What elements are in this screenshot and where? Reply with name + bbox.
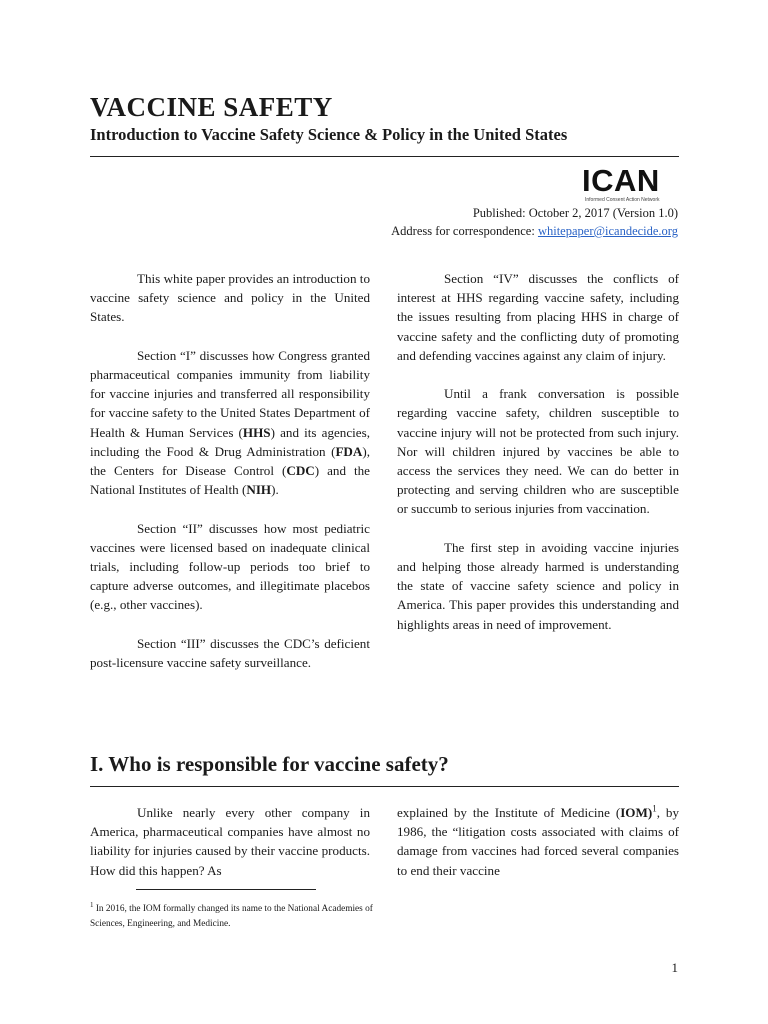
paragraph: This white paper provides an introduction to vaccine safety science and policy in the United States. [90, 271, 370, 325]
paragraph: Section “II” discusses how most pediatric vaccines were licensed based on inadequate clinical trials, including follow-up periods too brief to capture adverse outcomes, and illegitimate placebos (e.g., other vaccines). [90, 520, 370, 613]
paragraph: Section “I” discusses how Congress granted pharmaceutical companies immunity from liability for vaccine injuries and transferred all responsibility for vaccine safety to the United States Department of Health & Human Services (HHS) and its agencies, including the Food & Drug Administration (FDA), the Centers for Disease Control (CDC) and the National Institutes of Health (NIH). [90, 347, 370, 498]
publication-date: Published: October 2, 2017 (Version 1.0) [472, 206, 678, 220]
paragraph: The first step in avoiding vaccine injuries and helping those already harmed is understanding the state of vaccine safety science and policy in America. This paper provides this understanding and highlights areas in need of improvement. [397, 539, 679, 632]
section1-right-column [397, 803, 679, 880]
intro-right-column [397, 269, 679, 634]
section1-right-paragraph: explained by the Institute of Medicine (IOM)$^1$, by 1986, the “litigation costs associated with claims of damage from vaccines had forced several companies to end their vaccine [397, 803, 679, 878]
logo-wordmark: ICAN [582, 163, 660, 198]
page-number: 1 [671, 960, 678, 975]
paragraph: Section “III” discusses the CDC’s deficient post-licensure vaccine safety surveillance. [90, 635, 370, 671]
section-heading: I. Who is responsible for vaccine safety? [90, 752, 449, 776]
footnote-rule [136, 889, 316, 890]
correspondence-line [391, 222, 678, 240]
correspondence-label: Address for correspondence: [391, 224, 538, 238]
header-rule [90, 156, 679, 157]
section1-left-column [90, 803, 370, 880]
ican-logo [582, 163, 678, 204]
intro-left-column [90, 269, 370, 672]
footnote-text: In 2016, the IOM formally changed its name to the National Academies of Sciences, Engineering, and Medicine. [90, 904, 373, 929]
footnote-reference[interactable]: 1 [652, 803, 657, 814]
section1-left-paragraph: Unlike nearly every other company in America, pharmaceutical companies have almost no liability for injuries caused by their vaccine products. How did this happen? As [90, 805, 370, 878]
footnote [90, 902, 390, 932]
document-subtitle: Introduction to Vaccine Safety Science & Policy in the United States [90, 125, 568, 144]
logo-tagline: Informed Consent Action Network [585, 197, 660, 203]
paragraph: Until a frank conversation is possible regarding vaccine safety, children susceptible to vaccine injury will not be protected from such injury. Nor will children injured by vaccines be able to access the services they need. We can do better in protecting and serving children who are susceptible or succumb to serious injuries from vaccination. [397, 386, 679, 517]
footnote-marker: 1 [90, 900, 94, 909]
section-rule [90, 786, 679, 787]
paragraph: Section “IV” discusses the conflicts of interest at HHS regarding vaccine safety, including the issues resulting from placing HHS in charge of vaccine safety and the conflicting duty of promoting and defending vaccines against any claim of injury. [397, 271, 679, 363]
document-title: VACCINE SAFETY [90, 92, 333, 122]
correspondence-email-link[interactable]: whitepaper@icandecide.org [537, 224, 678, 238]
